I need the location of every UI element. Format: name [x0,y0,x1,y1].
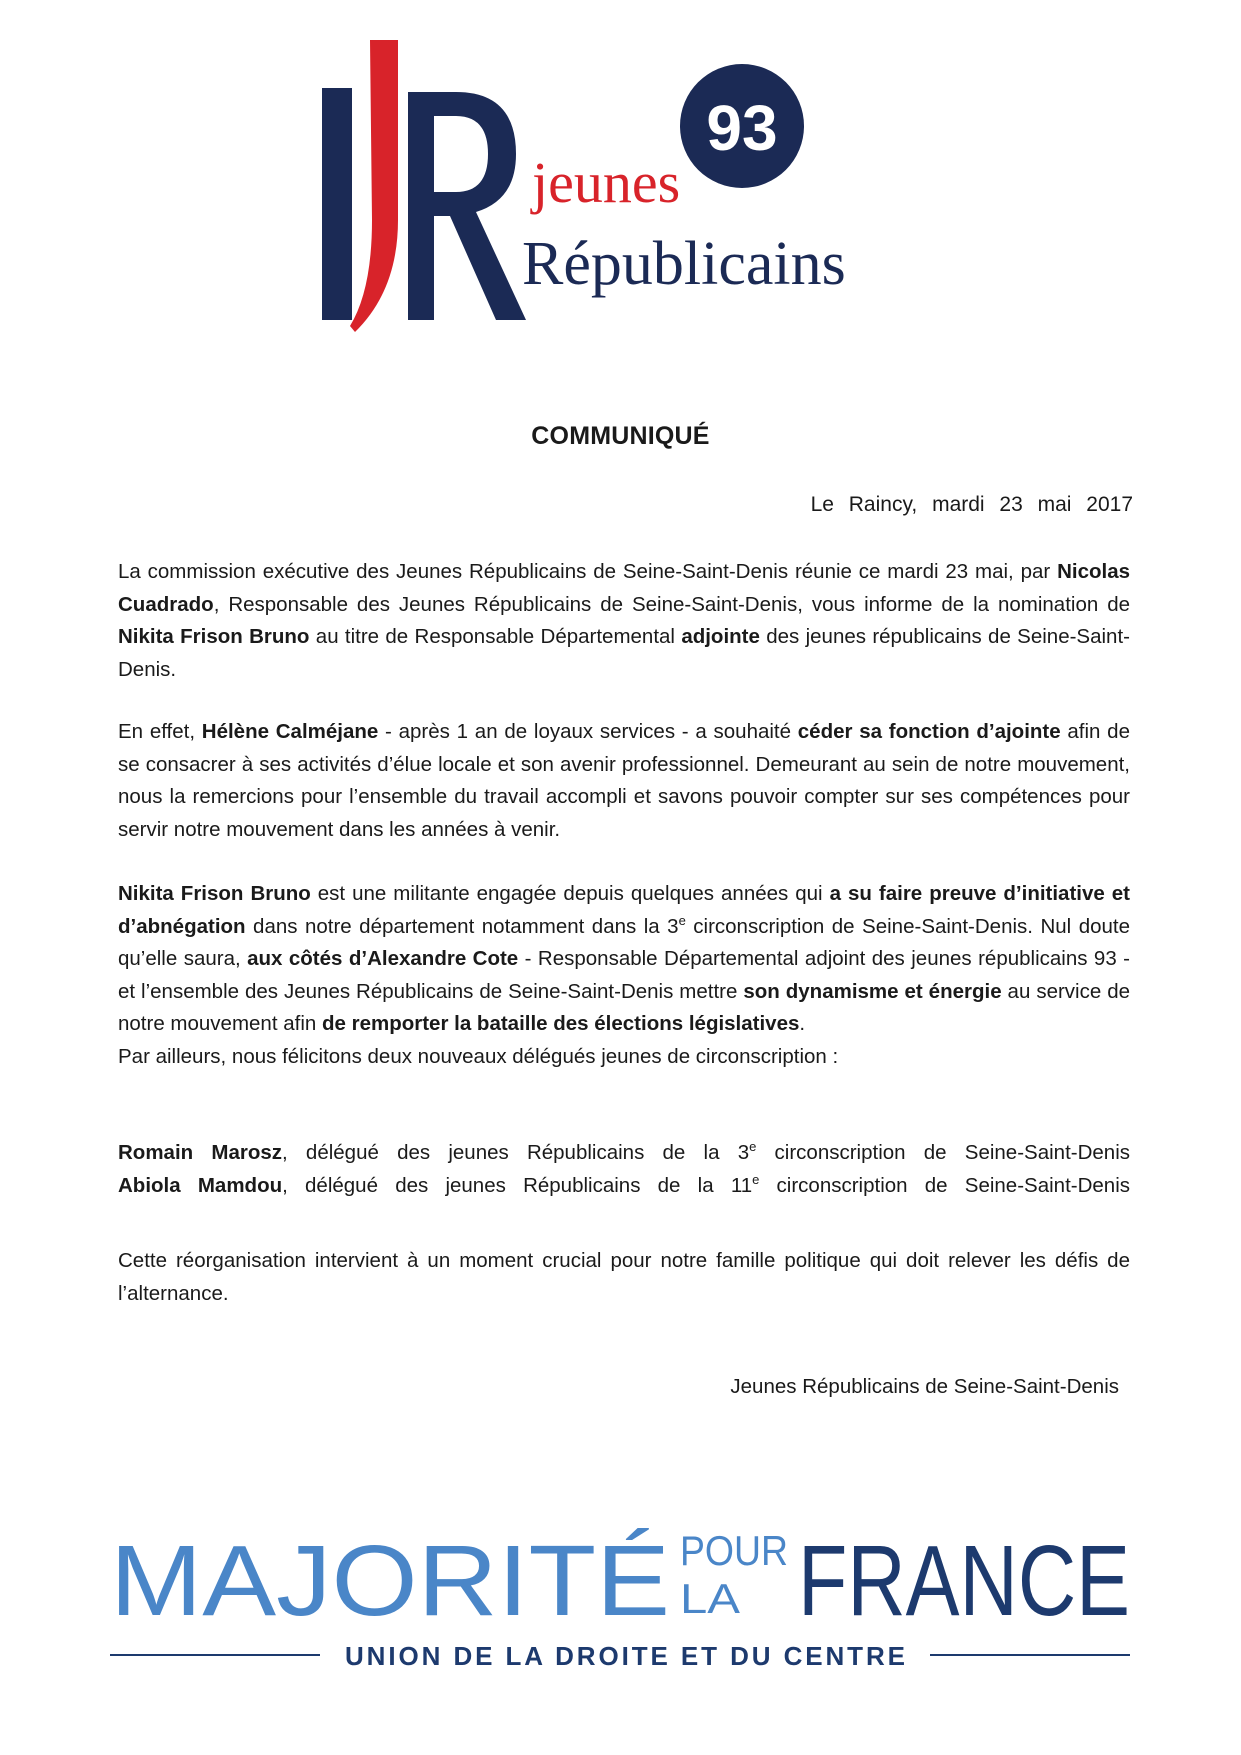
p2-text-2: - après 1 an de loyaux services - a souhaité [378,720,798,743]
logo-jeunes-text: jeunes [532,150,681,215]
logo-republicains-text: Républicains [522,230,846,298]
p1-bold-name: Nicolas Cuadrado [118,560,1130,616]
body-paragraph-5 [118,1245,1130,1310]
p3-bold-name: Nikita Frison Bruno [118,882,311,905]
dateline: Le Raincy, mardi 23 mai 2017 [810,493,1133,516]
p3-text-6: . [799,1012,806,1035]
p2-text-3: afin de se consacrer à ses activités d’élue locale et son avenir professionnel. Demeurant au sein de notre mouvement, nous la remercions pour l’ensemble du travail accompli et savons pouvoir compter sur ses compétences pour servir notre mouvement dans les années à venir. [118,720,1130,841]
p3-bold-phrase-4: de remporter la bataille des élections législatives [321,1012,800,1035]
p1-bold-nominee: Nikita Frison Bruno [118,625,310,648]
jeunes-republicains-logo [310,40,930,370]
logo-j-stroke [350,40,398,332]
delegate-line-1 [118,1137,1130,1170]
p3-bold-phrase-2: aux côtés d’Alexandre Cote [247,947,519,970]
signature: Jeunes Républicains de Seine-Saint-Denis [730,1375,1119,1398]
delegate-line-2 [118,1170,1130,1203]
logo-i-bar [322,88,352,320]
p3-bold-phrase-3: son dynamisme et énergie [743,979,1002,1003]
p3-superscript: e [678,912,686,928]
p1-text-3: au titre de Responsable Départemental [309,625,682,648]
logo-93-number: 93 [706,92,778,164]
delegates-list [118,1137,1130,1202]
footer-word-majorite: MAJORITÉ [110,1525,670,1637]
body-paragraph-3 [118,878,1130,1073]
p2-text-1: En effet, [118,720,202,743]
majorite-pour-la-france-logo [110,1515,1140,1675]
p3-text-1: est une militante engagée depuis quelques années qui [310,882,830,905]
p1-text-2: , Responsable des Jeunes Républicains de Seine-Saint-Denis, vous informe de la nomination de [213,592,1130,616]
body-paragraph-1 [118,556,1130,686]
p5-text: Cette réorganisation intervient à un moment crucial pour notre famille politique qui doit relever les défis de l’alternance. [118,1249,1130,1305]
p4-text: Par ailleurs, nous félicitons deux nouveaux délégués jeunes de circonscription : [118,1044,839,1068]
delegate-text-2b: circonscription de Seine-Saint-Denis [759,1173,1131,1197]
p1-text-1: La commission exécutive des Jeunes Républicains de Seine-Saint-Denis réunie ce mardi 23 mai, par [118,560,1058,583]
body-paragraph-2 [118,716,1130,846]
p3-text-5: au service de notre mouvement afin [118,979,1131,1035]
delegate-text-1a: , délégué des jeunes Républicains de la 3 [282,1141,750,1164]
p2-bold-phrase: céder sa fonction d’ajointe [797,720,1061,743]
footer-tagline: UNION DE LA DROITE ET DU CENTRE [345,1641,905,1671]
footer-word-france: FRANCE [798,1525,1130,1637]
p3-text-2: dans notre département notamment dans la 3 [245,914,679,938]
p1-bold-role: adjointe [681,625,760,648]
delegate-text-2a: , délégué des jeunes Républicains de la 11 [282,1173,753,1197]
p3-text-3: circonscription de Seine-Saint-Denis. Nul doute qu’elle saura, [118,914,1130,970]
logo-r-letter [408,92,526,320]
delegate-sup-2: e [752,1171,760,1187]
footer-word-la: LA [680,1575,740,1622]
p1-text-4: des jeunes républicains de Seine-Saint-Denis. [118,625,1130,681]
delegate-name-1: Romain Marosz [118,1141,283,1164]
delegate-text-1b: circonscription de Seine-Saint-Denis [756,1141,1130,1164]
footer-word-pour: POUR [680,1527,788,1574]
delegate-name-2: Abiola Mamdou [118,1173,283,1197]
p2-bold-name: Hélène Calméjane [201,720,379,743]
document-title: COMMUNIQUÉ [531,422,710,450]
p3-bold-phrase-1: a su faire preuve d’initiative et d’abnégation [118,882,1131,938]
delegate-sup-1: e [749,1139,757,1155]
p3-text-4: - Responsable Départemental adjoint des jeunes républicains 93 - et l’ensemble des Jeunes Républicains de Seine-Saint-Denis mettre [118,947,1130,1003]
